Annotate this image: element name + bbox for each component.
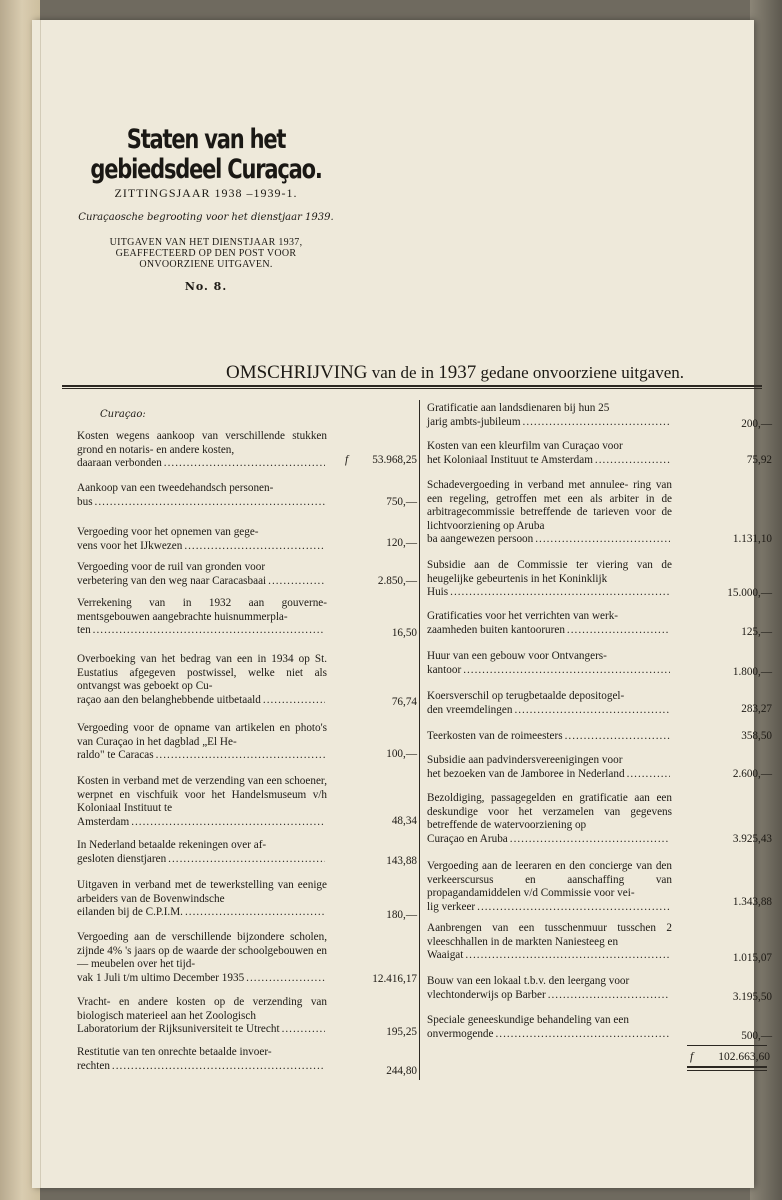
entry-amount: 2.600,— [732,768,772,780]
entry-last-line [427,949,672,963]
leader-dots [495,1028,670,1042]
entry-amount: 125,— [741,626,772,638]
title-rule-thin [62,388,762,389]
entry-description-end: vlechtonderwijs op Barber [427,988,546,1001]
entry-description-end: rechten [77,1059,110,1072]
title-rule [62,385,762,387]
entry-last-line [77,1023,327,1037]
entry-description: Vergoeding aan de verschillende bijzondere scholen, zijnde 4% 's jaars op de waarde der schoolgebouwen en — meubelen over het tijd- [77,931,327,971]
entry-description-end: onvermogende [427,1027,494,1040]
ledger-entry [77,561,417,588]
ledger-entry [427,440,772,467]
leader-dots [268,575,325,589]
entry-last-line [427,730,672,744]
entry-description: Kosten van een kleurfilm van Curaçao voor [427,440,623,452]
entry-last-line [427,586,672,600]
title-rest: gedane onvoorziene uitgaven. [480,363,684,382]
entry-amount: 75,92 [746,454,772,466]
entry-amount: 2.850,— [377,575,417,587]
entry-description: Gratificatie aan landsdienaren bij hun 25 [427,402,610,414]
leader-dots [112,1060,325,1074]
total-double-rule-thin [687,1070,767,1071]
entry-description-end: eilanden bij de C.P.I.M. [77,906,183,919]
ledger-entry [77,526,417,553]
entry-amount: 1.131,10 [732,533,772,545]
entry-description-end: Curaçao en Aruba [427,832,508,845]
entry-amount: 180,— [386,909,417,921]
ledger-entry [77,722,417,763]
entry-description-end: Teerkosten van de roimeesters [427,730,563,742]
leader-dots [548,989,670,1003]
leader-dots [477,901,670,915]
entry-amount: 120,— [386,537,417,549]
leader-dots [535,533,670,547]
entry-last-line [427,704,672,718]
leader-dots [185,906,325,920]
entry-description: Vergoeding voor de opname van artikelen en photo's van Curaçao in het dagblad „El He- [77,722,327,748]
total-currency-symbol: f [690,1051,694,1063]
entry-last-line [427,989,672,1003]
entry-description: Vergoeding aan de leeraren en den concierge van den verkeerscursus en aanschaffing van propagandamiddelen v/d Commissie voor vei- [427,860,672,900]
ledger-entry [427,754,772,781]
entry-amount: 500,— [741,1030,772,1042]
entry-last-line [427,454,672,468]
total-amount: 102.663,60 [718,1051,770,1063]
entry-description-end: vens voor het IJkwezen [77,539,183,552]
entry-description-end: lig verkeer [427,900,476,913]
entry-last-line [77,1060,327,1074]
ledger-entry [77,653,417,707]
entry-amount: 3.195,50 [732,991,772,1003]
document-page [32,20,772,1188]
entry-description-end: vak 1 Juli t/m ultimo December 1935 [77,971,245,984]
assembly-title: Staten van het gebiedsdeel Curaçao. [90,124,322,184]
entry-last-line [77,816,327,830]
entry-description-end: bus [77,495,93,508]
total-rule [687,1045,767,1046]
entry-last-line [77,624,327,638]
ledger-entry [77,597,417,638]
entry-description: Verrekening van in 1932 aan gouverne- mentsgebouwen aangebrachte huisnummerpla- [77,597,327,623]
entry-description-end: jarig ambts-jubileum [427,415,521,428]
ledger-entry [77,996,417,1037]
leader-dots [627,768,670,782]
leader-dots [595,454,670,468]
ledger-entry [427,690,772,717]
entry-description: In Nederland betaalde rekeningen over af- [77,839,267,851]
leader-dots [93,624,325,638]
entry-amount: 12.416,17 [372,973,417,985]
total-double-rule [687,1066,767,1068]
entry-amount: 200,— [741,418,772,430]
entry-description-end: daaraan verbonden [77,457,162,470]
entry-last-line [77,972,327,986]
ledger-entry [427,860,772,914]
leader-dots [465,949,670,963]
entry-description: Overboeking van het bedrag van een in 1934 op St. Eustatius afgegeven postwissel, welke niet als ontvangst was geboekt op Cu- [77,653,327,693]
entry-description: Kosten in verband met de verzending van een schoener, werpnet en vischfuik voor het Handelsmuseum v/h Koloniaal Instituut te [77,775,327,815]
entry-description: Subsidie aan padvindersvereenigingen voor [427,754,623,766]
leader-dots [510,833,670,847]
entry-amount: 195,25 [386,1026,417,1038]
entry-last-line [427,664,672,678]
ledger-entry [77,482,417,509]
leader-dots [565,730,670,744]
region-label: Curaçao: [100,409,146,420]
entry-amount: 358,50 [741,730,772,742]
ledger-entry [77,775,417,829]
entry-amount: 1.800,— [732,666,772,678]
ledger-entry [427,402,772,429]
entry-amount: 3.925,43 [732,833,772,845]
leader-dots [567,624,670,638]
entry-description: Bouw van een lokaal t.b.v. den leergang voor [427,975,630,987]
entry-amount: 1.343,88 [732,896,772,908]
entry-last-line [77,694,327,708]
entry-description: Bezoldiging, passagegelden en gratificatie aan een deskundige voor het verzamelen van gegevens betreffende de watervoorziening op [427,792,672,832]
entry-amount: 143,88 [386,855,417,867]
leader-dots [131,816,325,830]
expenditure-heading [76,237,336,270]
ledger-entry [427,479,772,547]
column-divider [419,400,420,1080]
leader-dots [95,496,325,510]
entry-description: Speciale geneeskundige behandeling van een [427,1014,629,1026]
entry-amount: 244,80 [386,1065,417,1077]
entry-description: Koersverschil op terugbetaalde depositogel- [427,690,625,702]
ledger-entry [77,879,417,920]
expenditure-line-2: GEAFFECTEERD OP DEN POST VOOR [115,248,297,259]
entry-amount: 76,74 [391,696,417,708]
entry-last-line [77,457,327,471]
entry-amount: 1.015,07 [732,952,772,964]
entry-description: Kosten wegens aankoop van verschillende stukken grond en notaris- en andere kosten, [77,430,327,456]
entry-description-end: verbetering van den weg naar Caracasbaai [77,574,267,587]
entry-description: Restitutie van ten onrechte betaalde invoer- [77,1046,272,1058]
leader-dots [514,704,670,718]
entry-amount: 100,— [386,748,417,760]
entry-description-end: gesloten dienstjaren [77,852,167,865]
entry-last-line [77,906,327,920]
ledger-entry [427,610,772,637]
entry-last-line [427,901,672,915]
ledger-entry [427,1014,772,1041]
entry-description-end: raçao aan den belanghebbende uitbetaald [77,693,261,706]
entry-description: Aanbrengen van een tusschenmuur tusschen 2 vleeschhallen in de markten Naniesteeg en [427,922,672,948]
ledger-entry [427,650,772,677]
entry-description: Gratificaties voor het verrichten van werk- [427,610,619,622]
entry-description-end: het bezoeken van de Jamboree in Nederland [427,767,625,780]
ledger-entry [77,1046,417,1077]
document-number: No. 8. [184,280,228,293]
entry-description-end: ten [77,624,91,637]
header-block [76,124,336,293]
ledger-entry [427,730,772,744]
leader-dots [168,853,325,867]
entry-description: Huur van een gebouw voor Ontvangers- [427,650,607,662]
entry-description: Vracht- en andere kosten op de verzending van biologisch materieel aan het Zoologisch [77,996,327,1022]
leader-dots [282,1023,325,1037]
entry-description-end: zaamheden buiten kantooruren [427,623,565,636]
ledger-entry [427,792,772,846]
entry-last-line [77,540,327,554]
ledger-entry [77,931,417,985]
entry-description: Aankoop van een tweedehandsch personen- [77,482,274,494]
expenditure-line-1: UITGAVEN VAN HET DIENSTJAAR 1937, [109,237,303,248]
entry-description-end: ba aangewezen persoon [427,533,534,546]
leader-dots [523,416,670,430]
title-word: OMSCHRIJVING [226,362,368,383]
ledger-entry [427,559,772,600]
title-year: 1937 [438,362,477,383]
entry-amount: 15.000,— [727,587,772,599]
entry-description: Vergoeding voor de ruil van gronden voor [77,561,266,573]
ledger-entry [427,975,772,1002]
page-edge-line [40,20,41,1188]
entry-last-line [427,768,672,782]
entry-description-end: raldo" te Caracas [77,749,154,762]
leader-dots [156,749,325,763]
budget-line: Curaçaosche begrooting voor het dienstjaar 1939. [78,212,334,223]
ledger-entry [77,839,417,866]
entry-description-end: Huis [427,586,449,599]
entry-description-end: Laboratorium der Rijksuniversiteit te Utrecht [77,1023,280,1036]
currency-symbol: f [345,454,349,466]
entry-description: Vergoeding voor het opnemen van gege- [77,526,259,538]
entry-amount: 750,— [386,496,417,508]
entry-description-end: het Koloniaal Instituut te Amsterdam [427,453,593,466]
entry-description-end: Amsterdam [77,815,130,828]
expenditure-line-3: ONVOORZIENE UITGAVEN. [139,259,273,270]
entry-description-end: den vreemdelingen [427,703,513,716]
session-year: ZITTINGSJAAR 1938 –1939-1. [114,186,298,200]
entry-last-line [77,575,327,589]
entry-description: Subsidie aan de Commissie ter viering van de heugelijke gebeurtenis in het Koninklijk [427,559,672,585]
leader-dots [246,972,325,986]
entry-amount: 48,34 [391,815,417,827]
entry-last-line [77,853,327,867]
entry-amount: 16,50 [391,627,417,639]
entry-last-line [427,1028,672,1042]
ledger-entry [77,430,417,471]
entry-last-line [427,416,672,430]
entry-last-line [77,496,327,510]
entry-last-line [427,624,672,638]
entry-description-end: Waaigat [427,949,464,962]
leader-dots [463,664,670,678]
ledger-entry [427,922,772,963]
leader-dots [164,457,325,471]
entry-amount: 53.968,25 [372,454,417,466]
entry-description-end: kantoor [427,663,462,676]
leader-dots [263,694,325,708]
entry-amount: 283,27 [741,703,772,715]
title-middle: van de in [371,363,435,382]
entry-last-line [77,749,327,763]
section-title [150,362,760,384]
entry-description: Uitgaven in verband met de tewerkstelling van eenige arbeiders van de Bovenwindsche [77,879,327,905]
entry-last-line [427,533,672,547]
leader-dots [450,586,670,600]
leader-dots [184,540,325,554]
entry-description: Schadevergoeding in verband met annulee- ring van een regeling, getroffen met een als arbiter in de arbitragecommissie betreffende de tarieven voor de lichtvoorziening op Aruba [427,479,672,532]
entry-last-line [427,833,672,847]
